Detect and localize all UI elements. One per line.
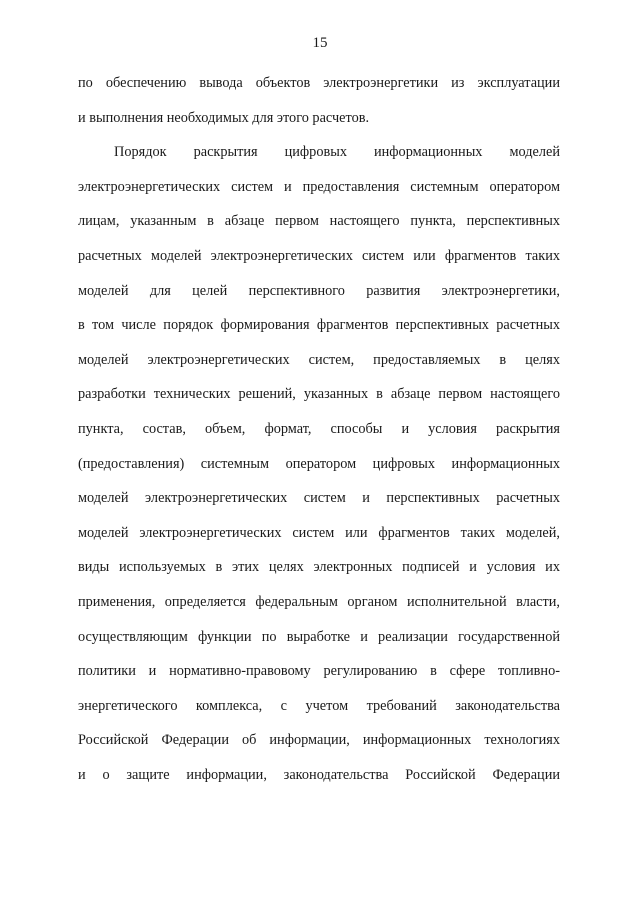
text-line: энергетического комплекса, с учетом требований законодательства xyxy=(78,697,560,714)
text-line: и выполнения необходимых для этого расчетов. xyxy=(78,109,370,126)
text-line: лицам, указанным в абзаце первом настоящего пункта, перспективных xyxy=(78,213,560,230)
text-line: осуществляющим функции по выработке и реализации государственной xyxy=(78,628,560,645)
text-line: применения, определяется федеральным органом исполнительной власти, xyxy=(78,593,560,610)
page-number: 15 xyxy=(312,35,328,51)
text-line: моделей электроэнергетических систем или фрагментов таких моделей, xyxy=(78,524,560,541)
text-line: моделей электроэнергетических систем и перспективных расчетных xyxy=(78,490,560,507)
text-line: (предоставления) системным оператором цифровых информационных xyxy=(78,455,560,472)
text-line: электроэнергетических систем и предоставления системным оператором xyxy=(78,178,560,195)
text-line: и о защите информации, законодательства Российской Федерации xyxy=(78,766,560,783)
text-line: Российской Федерации об информации, информационных технологиях xyxy=(78,732,560,749)
text-line: расчетных моделей электроэнергетических систем или фрагментов таких xyxy=(78,247,560,264)
text-line: моделей электроэнергетических систем, предоставляемых в целях xyxy=(78,351,560,368)
page-body xyxy=(78,70,560,796)
paragraph-start-line: Порядок раскрытия цифровых информационных моделей xyxy=(114,144,560,161)
text-line: виды используемых в этих целях электронных подписей и условия их xyxy=(78,559,560,576)
text-line: в том числе порядок формирования фрагментов перспективных расчетных xyxy=(78,317,560,334)
text-line: разработки технических решений, указанных в абзаце первом настоящего xyxy=(78,386,560,403)
text-line: политики и нормативно-правовому регулированию в сфере топливно- xyxy=(78,663,560,680)
text-line: пункта, состав, объем, формат, способы и условия раскрытия xyxy=(78,420,560,437)
text-line: по обеспечению вывода объектов электроэнергетики из эксплуатации xyxy=(78,75,560,91)
text-line: моделей для целей перспективного развития электроэнергетики, xyxy=(78,282,560,299)
